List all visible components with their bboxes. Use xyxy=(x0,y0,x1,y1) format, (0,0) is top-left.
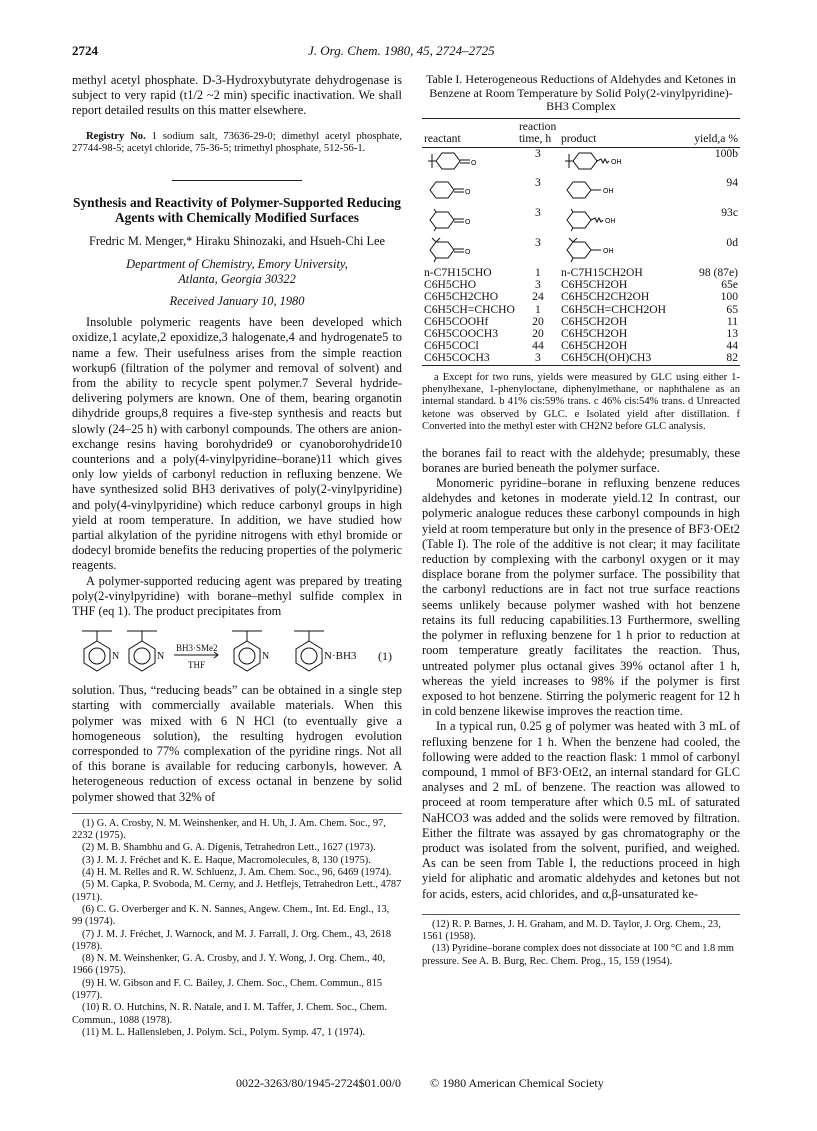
product-cell: C6H5CH=CHCH2OH xyxy=(560,302,667,316)
reference: (1) G. A. Crosby, N. M. Weinshenker, and H. Uh, J. Am. Chem. Soc., 97, 2232 (1975). xyxy=(72,817,386,842)
product-cell: C6H5CH2CH2OH xyxy=(560,290,650,304)
reference: (13) Pyridine–borane complex does not dissociate at 100 °C and 1.8 mm pressure. See A. B. Burg, Rec. Chem. Prog., 15, 159 (1954). xyxy=(422,943,734,967)
running-header xyxy=(72,43,752,61)
reference: (12) R. P. Barnes, J. H. Graham, and M. D. Taylor, J. Org. Chem., 23, 1561 (1958). xyxy=(422,918,721,943)
svg-text:N: N xyxy=(112,651,120,663)
body-paragraph-6: In a typical run, 0.25 g of polymer was heated with 3 mL of refluxing benzene for 1 h. When the benzene had cooled, the following were added to the reaction flask: 1 mmol of carbonyl compound, 1 mmol of BF3·OEt2, an internal standard for GLC analyses and 2 mL of benzene. The reaction was allowed to proceed at room temperature after which 0.5 mL of saturated NaHCO3 was added and the solids were removed by filtration. Either the filtrate was assayed by gas chromatography or the product was isolated from the solvent, purified, and weighed. As can be seen from Table I, the reductions proceed in high yield for aliphatic and aromatic aldehydes and ketones but not for acids, esters, acid chlorides, and α,β-unsaturated ke- xyxy=(422,719,740,901)
time-cell: 3 xyxy=(535,351,541,365)
product-cell: C6H5CH2OH xyxy=(560,327,628,341)
product-structure xyxy=(559,237,683,267)
table-row xyxy=(422,177,740,207)
reference: (10) R. O. Hutchins, N. R. Natale, and I. M. Taffer, J. Chem. Soc., Chem. Commun., 1088 (1978). xyxy=(72,1002,387,1026)
equation-solvent: THF xyxy=(188,660,206,671)
pyridine-ring-2 xyxy=(129,641,155,671)
svg-text:N: N xyxy=(157,651,165,663)
yield-cell: 0d xyxy=(726,236,738,249)
product-structure xyxy=(559,207,683,237)
yield-cell: 100b xyxy=(714,146,738,160)
time-cell: 3 xyxy=(535,146,541,160)
table-footnotes: a Except for two runs, yields were measured by GLC using either 1-phenylhexane, 1-phenyloctane, diphenylmethane, or naphthalene as an internal standard. b 41% cis:59% trans. c 46% cis:54% trans. d Unreacted ketone was observed by GLC. e Isolated yield after distillation. f Converted into the methyl ester with CH2N2 before GLC analysis. xyxy=(422,371,740,433)
reactant-cell: n-C7H15CHO xyxy=(424,266,492,279)
reference: (11) M. L. Hallensleben, J. Polym. Sci., Polym. Symp. 47, 1 (1974). xyxy=(82,1026,366,1038)
pyridine-ring-4 xyxy=(296,641,322,671)
reactant-cell: C6H5COCH3 xyxy=(424,351,490,365)
reference: (6) C. G. Overberger and K. N. Sannes, Angew. Chem., Int. Ed. Engl., 13, 99 (1974). xyxy=(72,903,390,928)
body-paragraph-3: solution. Thus, “reducing beads” can be obtained in a single step starting with commercially available materials. When this polymer was mixed with 6 N HCl (to eventually give a homogeneous solution), the resulting hydrogen evolution corresponded to 77% complexation of the pyridine rings. Not all of this borane is available for reducing carbonyls, however. A heterogeneous reduction of excess octanal in benzene by solid polymer showed that 32% of xyxy=(72,683,402,804)
table-header-row xyxy=(422,118,740,147)
svg-text:N: N xyxy=(262,651,270,663)
carbonyl-label: O xyxy=(465,189,471,196)
table-row xyxy=(422,207,740,237)
reference: (3) J. M. J. Fréchet and K. E. Haque, Macromolecules, 8, 130 (1975). xyxy=(82,854,371,866)
hydroxyl-label: OH xyxy=(602,248,614,255)
reactant-structure xyxy=(422,237,517,267)
reference: (4) H. M. Relles and R. W. Schluenz, J. Am. Chem. Soc., 96, 6469 (1974). xyxy=(82,867,392,879)
pyridine-ring-3 xyxy=(234,641,260,671)
product-structure xyxy=(559,177,683,207)
reactant-cell: C6H5COOHf xyxy=(424,314,489,328)
copyright: © 1980 American Chemical Society xyxy=(430,1076,604,1090)
equation-number: (1) xyxy=(378,649,392,664)
table-row xyxy=(422,352,740,365)
affiliation-line-2: Atlanta, Georgia 30322 xyxy=(178,271,296,286)
carbonyl-label: O xyxy=(471,159,477,167)
body-paragraph-2: A polymer-supported reducing agent was prepared by treating poly(2-vinylpyridine) with borane–methyl sulfide complex in THF (eq 1). The product precipitates from xyxy=(72,573,402,619)
equation-product-group: N·BH3 xyxy=(324,650,357,663)
right-column xyxy=(422,73,740,968)
carbonyl-label: O xyxy=(465,249,471,256)
yield-cell: 98 (87e) xyxy=(699,266,738,279)
left-references xyxy=(72,813,402,1039)
yield-cell: 44 xyxy=(726,339,738,353)
hydroxyl-label: OH xyxy=(602,188,614,195)
product-cell: C6H5CH2OH xyxy=(560,278,628,292)
pyridine-ring-1 xyxy=(84,641,110,671)
carbonyl-label: O xyxy=(465,219,471,226)
col-header-product: product xyxy=(560,131,597,145)
time-cell: 3 xyxy=(535,278,541,292)
time-cell: 20 xyxy=(532,327,544,341)
table-row xyxy=(422,237,740,267)
right-references xyxy=(422,914,740,968)
reactant-structure xyxy=(422,207,517,237)
received-date: Received January 10, 1980 xyxy=(169,294,305,308)
article-authors: Fredric M. Menger,* Hiraku Shinozaki, and Hsueh-Chi Lee xyxy=(88,233,386,248)
time-cell: 20 xyxy=(532,314,544,328)
registry-text: 1 sodium salt, 73636-29-0; dimethyl acetyl phosphate, 27744-98-5; acetyl chloride, 75-36-5; trimethyl phosphate, 512-56-1. xyxy=(72,130,402,155)
hydroxyl-label: OH xyxy=(604,218,616,225)
body-paragraph-4: the boranes fail to react with the aldehyde; presumably, these boranes are buried beneath the polymer surface. xyxy=(422,445,740,475)
col-header-reactant: reactant xyxy=(424,131,461,145)
registry-numbers xyxy=(72,131,402,156)
page-number: 2724 xyxy=(72,43,98,58)
time-cell: 24 xyxy=(532,290,544,304)
product-structure xyxy=(559,147,683,177)
product-cell: C6H5CH2OH xyxy=(560,314,628,328)
table-row xyxy=(422,304,740,316)
yield-cell: 82 xyxy=(726,351,738,365)
time-cell: 1 xyxy=(535,302,541,316)
reference: (2) M. B. Shambhu and G. A. Digenis, Tetrahedron Lett., 1627 (1973). xyxy=(82,842,376,854)
reactant-cell: C6H5CH=CHCHO xyxy=(424,302,515,316)
reference: (9) H. W. Gibson and F. C. Bailey, J. Chem. Soc., Chem. Commun., 815 (1977). xyxy=(72,977,383,1002)
reference: (5) M. Capka, P. Svoboda, M. Cerny, and J. Hetflejs, Tetrahedron Lett., 4787 (1971). xyxy=(72,879,402,903)
hydroxyl-label: OH xyxy=(610,158,622,166)
time-cell: 3 xyxy=(535,176,541,189)
reactant-cell: C6H5COCl xyxy=(424,339,479,353)
time-cell: 44 xyxy=(532,339,544,353)
product-cell: C6H5CH(OH)CH3 xyxy=(560,351,652,365)
reactant-cell: C6H5CH2CHO xyxy=(424,290,499,304)
product-cell: C6H5CH2OH xyxy=(560,339,628,353)
registry-label: Registry No. xyxy=(86,130,146,142)
col-header-time: reaction time, h xyxy=(518,119,557,145)
table-row xyxy=(422,147,740,177)
reactant-cell: C6H5CHO xyxy=(424,278,477,292)
section-divider xyxy=(172,180,302,181)
continuation-paragraph: methyl acetyl phosphate. D-3-Hydroxybutyrate dehydrogenase is subject to very rapid (t1/2 ~2 min) specific inactivation. We shall report detailed results on this matter elsewhere. xyxy=(72,73,402,118)
affiliation-line-1: Department of Chemistry, Emory University, xyxy=(126,257,348,271)
yield-cell: 65 xyxy=(726,302,738,316)
table-caption: Table I. Heterogeneous Reductions of Aldehydes and Ketones in Benzene at Room Temperature by Solid Poly(2-vinylpyridine)-BH3 Complex xyxy=(425,72,737,113)
yield-cell: 11 xyxy=(726,314,738,328)
yield-cell: 93c xyxy=(721,206,738,219)
table-row xyxy=(422,291,740,303)
body-paragraph-1: Insoluble polymeric reagents have been developed which oxidize,1 acylate,2 epoxidize,3 halogenate,4 and hydrogenate5 to name a few. Their usefulness arises from the simple reaction workup6 (filtration of the polymer and removal of solvent) and from the ability to recycle spent polymer.7 Several hydride-delivering polymers are known. One of them, bearing organotin dihydride groups,8 requires a five-step synthesis and reacts but slowly (24–25 h) with carbonyl compounds. The others are anion-exchange resins having borohydride9 or cyanoborohydride10 counterions and a poly(4-vinylpyridine–borane)11 which gives only low yields of carbonyl reduction in refluxing benzene. We have synthesized solid BH3 derivatives of poly(2-vinylpyridine) and poly(4-vinylpyridine) which reduce carbonyl groups in high yield at room temperature. In addition, we have studied how partial alkylation of the pyridine nitrogens with ethyl bromide or dodecyl bromide benefits the reducing properties of the polymeric reagents. xyxy=(72,315,402,573)
reference: (8) N. M. Weinshenker, G. A. Crosby, and J. Y. Wong, J. Org. Chem., 40, 1966 (1975). xyxy=(72,953,386,977)
yield-cell: 100 xyxy=(720,290,738,304)
yield-cell: 13 xyxy=(726,327,738,341)
time-cell: 3 xyxy=(535,206,541,219)
yield-cell: 65e xyxy=(721,278,738,292)
reactant-structure xyxy=(422,177,517,207)
reactant-cell: C6H5COOCH3 xyxy=(424,327,499,341)
left-column xyxy=(72,73,402,1039)
equation-reagent: BH3·SMe2 xyxy=(176,643,218,654)
affiliation xyxy=(72,257,402,286)
journal-citation: J. Org. Chem. 1980, 45, 2724–2725 xyxy=(308,43,495,58)
product-cell: n-C7H15CH2OH xyxy=(560,266,643,279)
article-code: 0022-3263/80/1945-2724$01.00/0 xyxy=(236,1076,401,1090)
article-title: Synthesis and Reactivity of Polymer-Supported Reducing Agents with Chemically Modified Surfaces xyxy=(73,194,401,226)
time-cell: 3 xyxy=(535,236,541,249)
col-header-yield: yield,a % xyxy=(694,131,738,145)
body-paragraph-5: Monomeric pyridine–borane in refluxing benzene reduces aldehydes and ketones in moderate yield.12 In contrast, our polymeric analogue reduces these carbonyl compounds in high yield at room temperature but only in the presence of BF3·OEt2 (Table I). The role of the additive is not clear; it may facilitate reduction by complexing with the carbonyl oxygen or it may displace borane from the polymer surface. The possibility that the carbonyl reductions are in fact not true surface reactions seems unlikely because polymer washed with hot benzene retains its full reducing capabilities.13 Furthermore, swelling the polymer in refluxing benzene for 1 h prior to reduction at room temperature greatly facilitates the reaction. Thus, untreated polymer plus octanal gives 39% octanol after 1 h, whereas the yield increases to 98% if the polymer is first exposed to hot benzene. Stirring the polymeric reagent for 12 h in cold benzene likewise improves the reaction time. xyxy=(422,476,740,719)
time-cell: 1 xyxy=(535,266,541,279)
reactant-structure xyxy=(422,147,517,177)
equation-1 xyxy=(72,625,402,677)
yield-cell: 94 xyxy=(726,176,738,189)
reference: (7) J. M. J. Fréchet, J. Warnock, and M. J. Farrall, J. Org. Chem., 43, 2618 (1978). xyxy=(72,928,392,952)
results-table xyxy=(422,118,740,366)
